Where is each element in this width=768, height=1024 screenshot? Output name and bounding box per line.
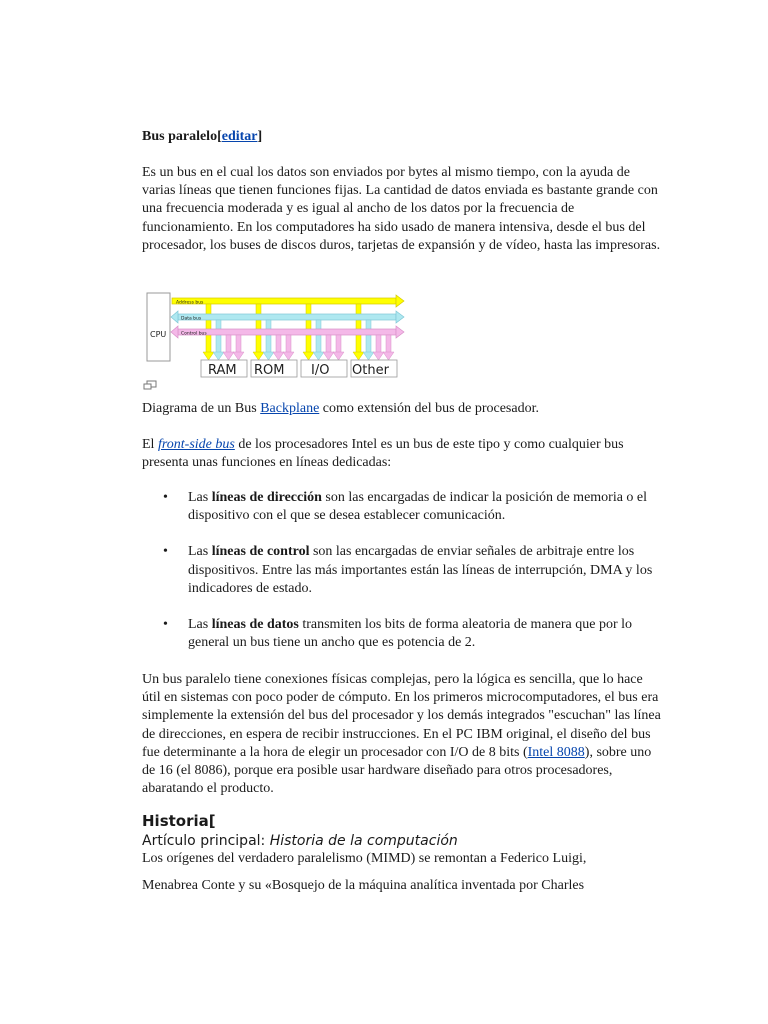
bullet-bold: líneas de datos [211, 617, 299, 633]
main-article-note [142, 832, 458, 850]
fsb-prefix: El [142, 437, 158, 452]
section-title: Bus paralelo [142, 129, 218, 144]
list-item [142, 543, 662, 598]
bullet-rest: son las encargadas de enviar señales de arbitraje entre los dispositivos. Entre las más importantes están las líneas de interrupción, DMA y los indicadores de estado. [188, 544, 653, 596]
historia-paragraph-2: Menabrea Conte y su «Bosquejo de la máquina analítica inventada por Charles [142, 878, 585, 893]
section-heading [142, 128, 262, 146]
main-article-prefix: Artículo principal: [142, 833, 270, 849]
list-item [142, 489, 662, 525]
historia-paragraph-1: Los orígenes del verdadero paralelismo (MIMD) se remontan a Federico Luigi, [142, 851, 587, 866]
bullet-bold: líneas de dirección [211, 490, 322, 505]
bullet-rest: son las encargadas de indicar la posición de memoria o el dispositivo con el que se desea establecer comunicación. [188, 490, 648, 524]
fsb-paragraph [142, 436, 662, 472]
para3-text: Un bus paralelo tiene conexiones físicas complejas, pero la lógica es sencilla, que lo hace útil en sistemas con poco poder de cómputo. En los primeros microcomputadores, el bus era simplemente la extensión del bus del procesador y los demás integrados "escuchan" las línea de direcciones, en espera de recibir instrucciones. En el PC IBM original, el diseño del bus fue determinante a la hora de elegir un procesador con I/O de 8 bits ( [142, 672, 661, 760]
caption-prefix: Diagrama de un Bus [142, 401, 261, 416]
bullet-lead: Las [188, 490, 212, 505]
rom-label: ROM [254, 363, 285, 378]
io-label: I/O [311, 363, 330, 378]
cpu-label: CPU [150, 330, 167, 339]
bullet-lead: Las [188, 544, 212, 560]
data-bus-label: Data bus [181, 316, 202, 322]
intro-paragraph: Es un bus en el cual los datos son enviados por bytes al mismo tiempo, con la ayuda de varias líneas que tienen funciones fijas. La cantidad de datos enviada es bastante grande con una frecuencia moderada y es igual al ancho de los datos por la frecuencia de funcionamiento. En los computadores ha sido usado de manera intensiva, desde el bus del procesador, los buses de discos duros, tarjetas de expansión y de vídeo, hasta las impresoras. [142, 165, 661, 253]
intel-8088-link[interactable]: Intel 8088 [527, 744, 585, 760]
cpu-box [147, 293, 170, 361]
control-bus-label: Control bus [181, 331, 207, 337]
image-caption [142, 400, 539, 418]
front-side-bus-link[interactable]: front-side bus [157, 437, 235, 452]
caption-suffix: como extensión del bus de procesador. [319, 401, 539, 416]
bullet-icon: • [163, 544, 168, 560]
main-article-link[interactable]: Historia de la computación [269, 833, 458, 849]
para3-suffix: ), sobre uno de 16 (el 8086), porque era posible usar hardware diseñado para otros procesadores, abaratando el producto. [142, 744, 652, 797]
bullet-lead: Las [188, 617, 212, 633]
enlarge-icon[interactable] [143, 380, 157, 390]
bus-diagram[interactable] [146, 290, 408, 380]
bullet-rest: transmiten los bits de forma aleatoria de manera que por lo general un bus tiene un ancho que es potencia de 2. [188, 617, 633, 651]
other-label: Other [352, 363, 389, 378]
edit-link[interactable]: editar [221, 129, 258, 144]
parallel-bus-paragraph [142, 671, 662, 798]
fsb-suffix: de los procesadores Intel es un bus de este tipo y como cualquier bus presenta unas funciones en líneas dedicadas: [142, 437, 624, 471]
backplane-link[interactable]: Backplane [260, 401, 320, 416]
ram-label: RAM [208, 363, 237, 378]
bracket-close: ] [257, 129, 263, 144]
bullet-icon: • [163, 617, 168, 633]
list-item [142, 616, 662, 652]
bullet-bold: líneas de control [211, 544, 310, 560]
address-bus-label: Address bus [176, 300, 204, 306]
bullet-icon: • [163, 490, 168, 505]
bracket-open: [ [217, 129, 222, 144]
bus-lines-list [142, 489, 662, 670]
historia-heading: Historia[ [142, 812, 216, 830]
